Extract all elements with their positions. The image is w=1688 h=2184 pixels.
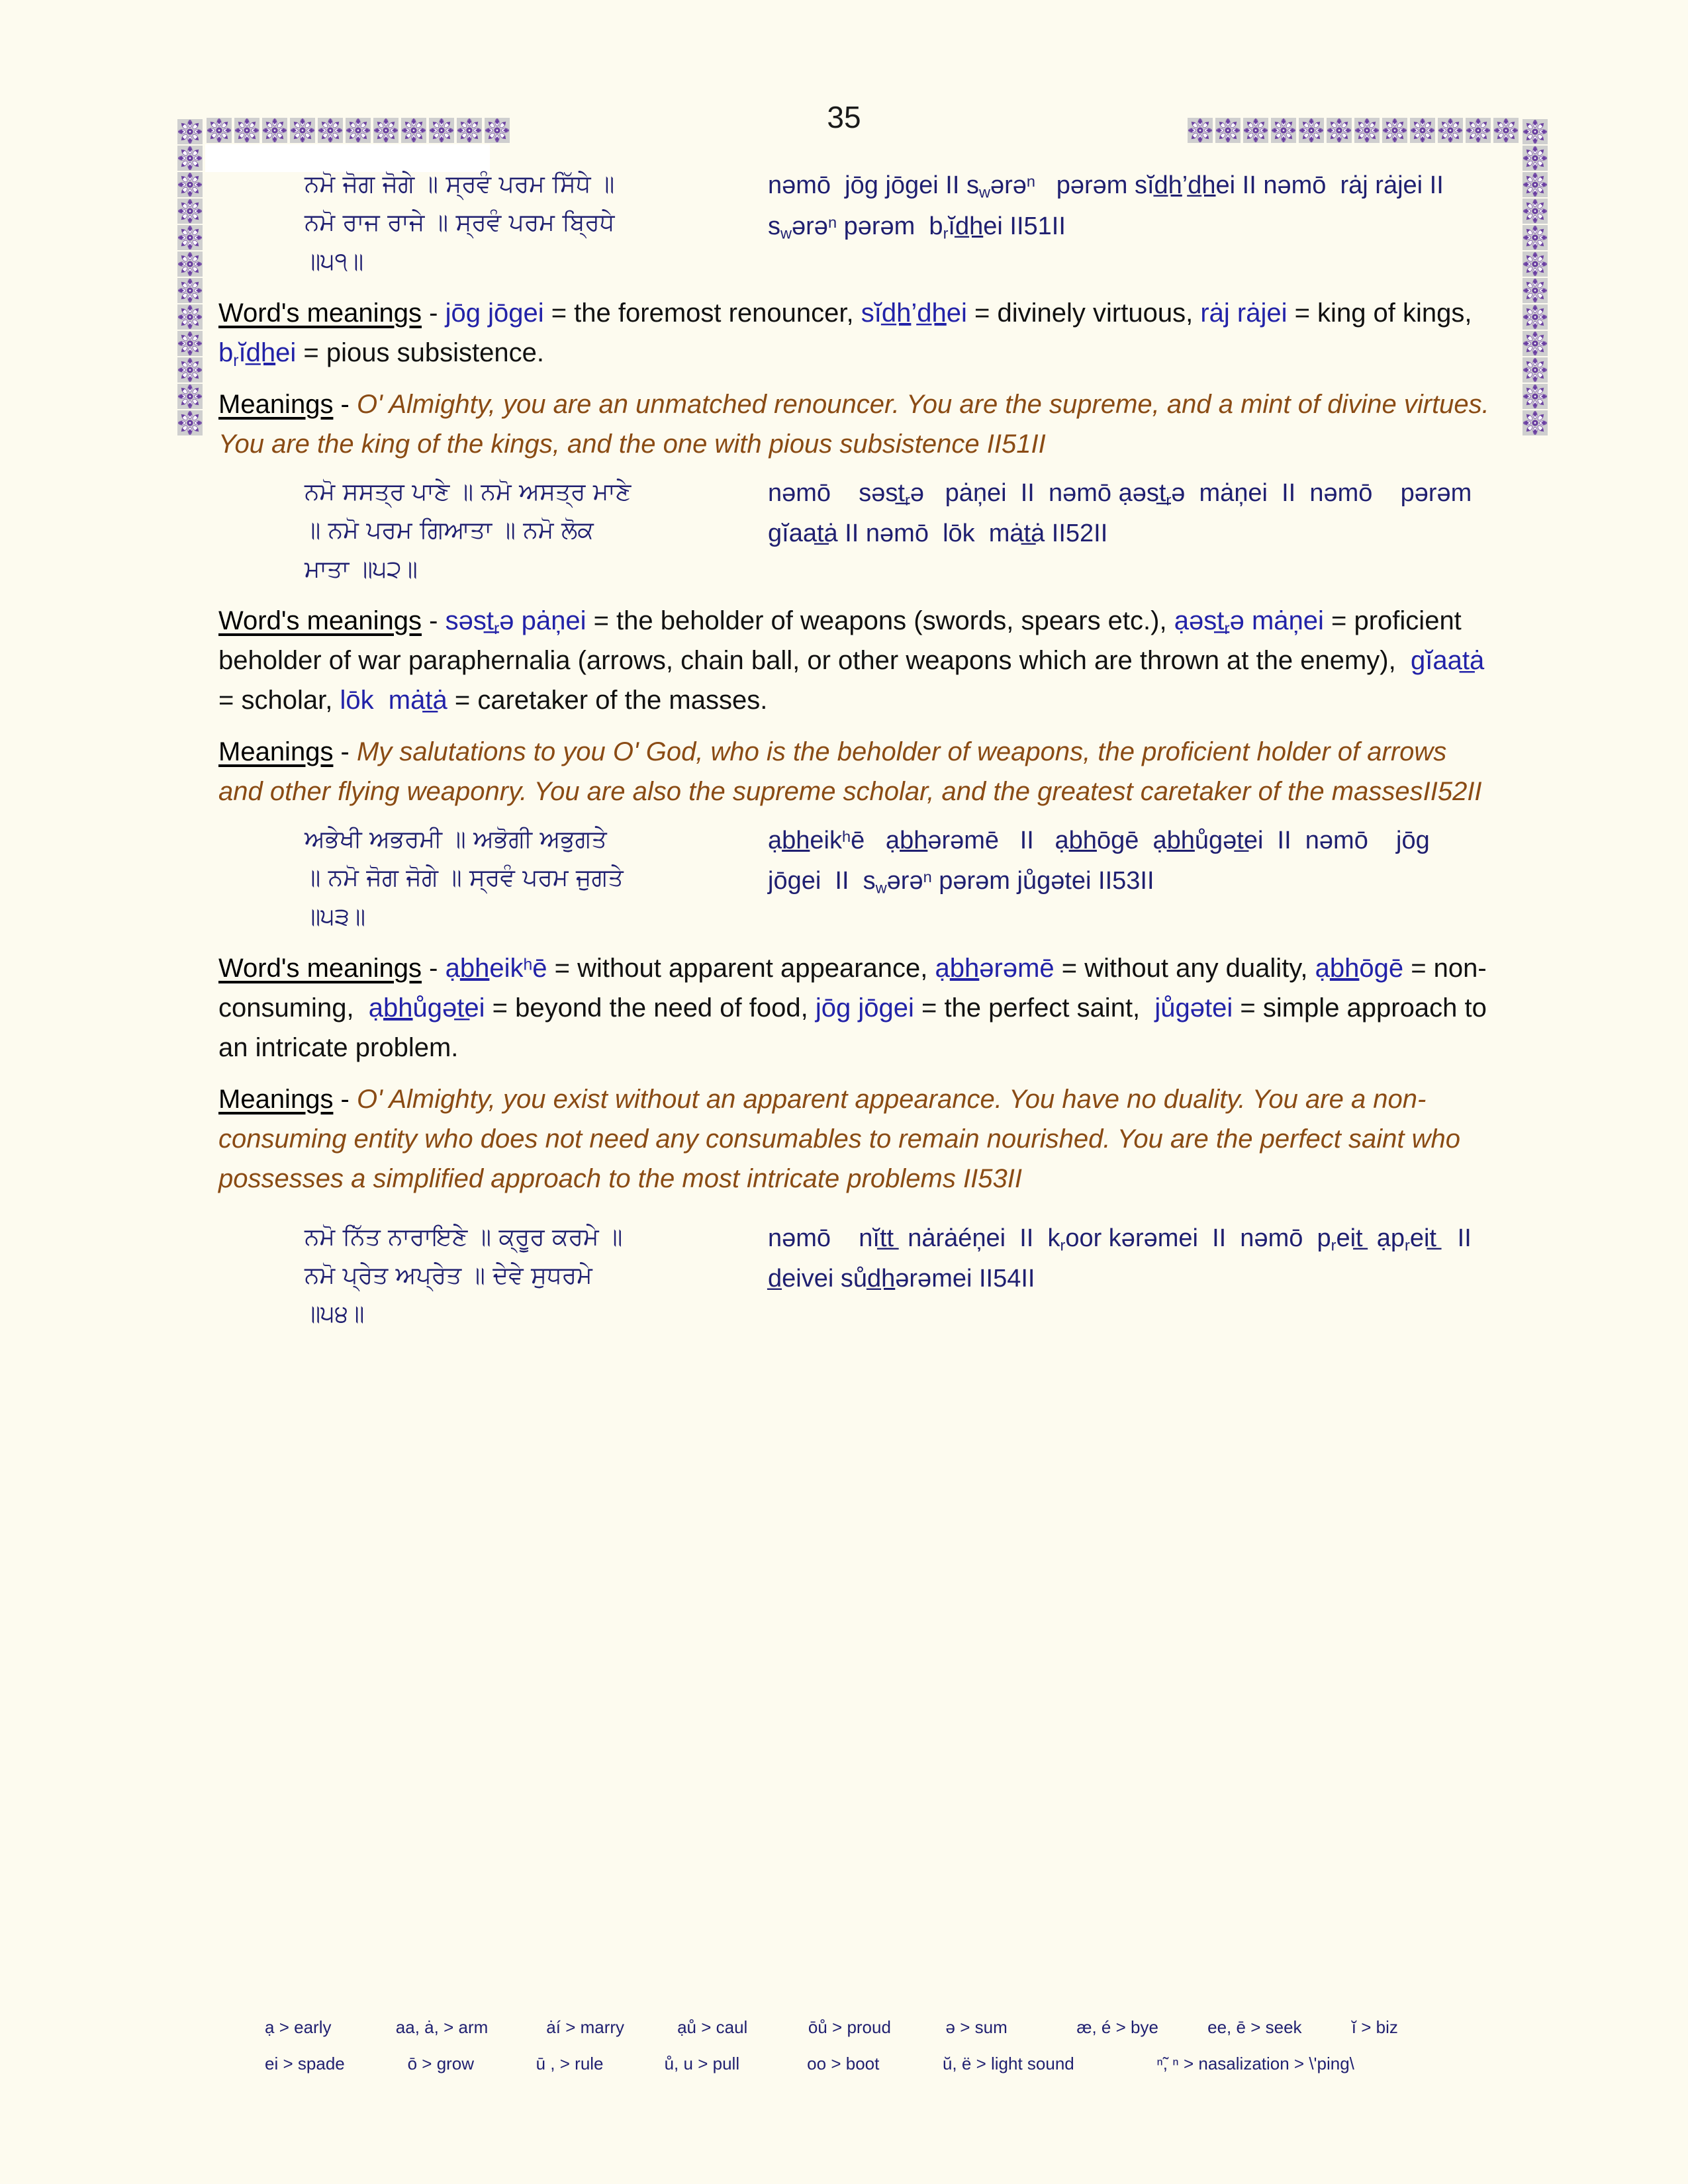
words-meanings-label: Word's meanings xyxy=(218,606,422,635)
border-motif-icon xyxy=(1523,384,1548,409)
meanings-text: O' Almighty, you exist without an apparent appearance. You have no duality. You are a non-consuming entity who does not need any consumables to remain nourished. You are the perfect saint who possesses a simplified approach to the most intricate problems xyxy=(218,1084,1460,1193)
dash: - xyxy=(333,1084,357,1114)
border-motif-icon xyxy=(457,118,482,143)
border-motif-icon xyxy=(177,357,203,383)
key-symbol: oo xyxy=(807,2054,827,2073)
key-separator: > xyxy=(1183,2054,1194,2073)
transliteration-verse-53: ạbheik$^h$ē ạbhərəmē II ạbhōgē ạbhůgət̲ei II nəmō jōg jōgei II $s_wərə^n$ pərəm jůgətei II53II xyxy=(768,826,1437,897)
border-motif-icon xyxy=(290,118,315,143)
border-motif-icon xyxy=(177,278,203,303)
pronunciation-key-item xyxy=(408,2054,536,2074)
key-symbol: æ, é xyxy=(1076,2017,1111,2037)
border-motif-icon xyxy=(1299,118,1324,143)
meanings-53 xyxy=(218,1079,1496,1199)
border-motif-icon xyxy=(1188,118,1213,143)
page-number: 35 xyxy=(827,100,861,134)
meanings-52 xyxy=(218,732,1496,811)
gurmukhi-line: ॥੫੪॥ xyxy=(305,1300,365,1328)
key-separator: > xyxy=(1361,2017,1372,2037)
border-motif-icon xyxy=(1523,251,1548,277)
border-motif-icon xyxy=(1523,410,1548,435)
key-symbol: ee, ē xyxy=(1207,2017,1246,2037)
gurmukhi-line: ਨਮੋ ਪ੍ਰੇਤ ਅਪ੍ਰੇਤ ॥ ਦੇਵੇ ਸੁਧਰਮੇ xyxy=(305,1262,592,1290)
words-meanings-label: Word's meanings xyxy=(218,298,422,328)
border-motif-icon xyxy=(1382,118,1407,143)
border-motif-icon xyxy=(177,251,203,277)
meanings-text: O' Almighty, you are an unmatched renouncer. You are the supreme, and a mint of divine virtues. You are the king of the kings, and the one with pious subsistence xyxy=(218,389,1489,459)
border-motif-icon xyxy=(1215,118,1241,143)
key-gloss: marry xyxy=(580,2017,625,2037)
border-motif-icon xyxy=(1523,357,1548,383)
border-right-outer xyxy=(1523,118,1548,437)
border-motif-icon xyxy=(234,118,259,143)
border-motif-icon xyxy=(1523,146,1548,171)
dash: - xyxy=(422,298,445,328)
translit-term: jōg jōgei xyxy=(445,298,544,328)
pronunciation-key-item xyxy=(546,2017,677,2038)
dash: - xyxy=(422,606,445,635)
border-motif-icon xyxy=(177,172,203,197)
key-symbol: ū , xyxy=(536,2054,555,2073)
meanings-verse-number: II52II xyxy=(1423,776,1482,806)
pronunciation-key-row-2 xyxy=(265,2054,1456,2074)
verse-block-51 xyxy=(218,165,1496,281)
dash: - xyxy=(422,953,445,983)
key-gloss: spade xyxy=(297,2054,345,2073)
border-motif-icon xyxy=(1438,118,1463,143)
key-symbol: aa, ȧ, xyxy=(395,2017,439,2037)
pronunciation-key-item xyxy=(808,2017,946,2038)
key-gloss: grow xyxy=(436,2054,475,2073)
key-symbol: ə xyxy=(945,2017,956,2037)
border-motif-icon xyxy=(262,118,287,143)
key-separator: > xyxy=(832,2017,843,2037)
key-separator: > xyxy=(701,2017,712,2037)
border-motif-icon xyxy=(318,118,343,143)
verse-block-52 xyxy=(218,473,1496,589)
key-gloss: pull xyxy=(712,2054,740,2073)
key-separator: > xyxy=(565,2017,576,2037)
key-symbol: ōů xyxy=(808,2017,827,2037)
border-motif-icon xyxy=(177,199,203,224)
key-gloss: rule xyxy=(575,2054,604,2073)
key-separator: > xyxy=(559,2054,570,2073)
key-symbol: ĭ xyxy=(1351,2017,1356,2037)
border-motif-icon xyxy=(1493,118,1519,143)
translit-term: rȧj rȧjei xyxy=(1200,298,1288,328)
pronunciation-key-item xyxy=(943,2054,1156,2074)
key-symbol: ȧí xyxy=(546,2017,561,2037)
border-motif-icon xyxy=(1523,278,1548,303)
border-motif-icon xyxy=(177,225,203,250)
gurmukhi-line: ॥ ਨਮੋ ਪਰਮ ਗਿਆਤਾ ॥ ਨਮੋ ਲੋਕ xyxy=(305,517,594,545)
translit-term: $ạəst̲_rə$ mȧņei xyxy=(1174,606,1324,638)
gurmukhi-line: ॥੫੩॥ xyxy=(305,903,366,931)
translit-term: gĭaat̲ȧ xyxy=(1403,645,1485,675)
verse-block-53 xyxy=(218,821,1496,936)
meanings-label: Meanings xyxy=(218,389,334,419)
gurmukhi-verse-53 xyxy=(218,821,748,936)
pronunciation-key-item xyxy=(946,2017,1077,2038)
key-gloss: early xyxy=(294,2017,332,2037)
meanings-51 xyxy=(218,385,1496,464)
pronunciation-key xyxy=(265,2017,1456,2090)
meanings-label: Meanings xyxy=(218,737,334,766)
gurmukhi-line: ਨਮੋ ਰਾਜ ਰਾਜੇ ॥ ਸ੍ਰਵੰ ਪਰਮ ਬ੍ਰਿਧੇ xyxy=(305,209,615,237)
border-motif-icon xyxy=(401,118,426,143)
key-gloss: arm xyxy=(458,2017,489,2037)
translit-term: ạbheik$^h$ē xyxy=(445,953,547,983)
words-meanings-label: Word's meanings xyxy=(218,953,422,983)
border-motif-icon xyxy=(177,304,203,330)
border-motif-icon xyxy=(1523,199,1548,224)
border-motif-icon xyxy=(1523,172,1548,197)
gurmukhi-line: ਨਮੋ ਨਿੱਤ ਨਾਰਾਇਣੇ ॥ ਕ੍ਰੂਰ ਕਰਮੇ ॥ xyxy=(305,1223,623,1251)
key-gloss: sum xyxy=(974,2017,1008,2037)
transliteration-verse-52: nəmō $səst̲_rə$ pȧņei II nəmō $ạəst̲_rə$ mȧņei II nəmō pərəm gĭaat̲ȧ II nəmō lōk mȧt̲ȧ II52II xyxy=(768,478,1472,548)
key-gloss: proud xyxy=(847,2017,891,2037)
pronunciation-key-item xyxy=(1352,2017,1456,2038)
key-symbol: ạů xyxy=(677,2017,696,2037)
gurmukhi-line: ਅਭੇਖੀ ਅਭਰਮੀ ॥ ਅਭੋਗੀ ਅਭੁਗਤੇ xyxy=(305,825,607,853)
border-motif-icon xyxy=(1523,119,1548,144)
gurmukhi-line: ॥੫੧॥ xyxy=(305,248,364,275)
pronunciation-key-item xyxy=(677,2017,808,2038)
border-motif-icon xyxy=(1523,225,1548,250)
key-symbol: ei xyxy=(265,2054,279,2073)
border-motif-icon xyxy=(346,118,371,143)
gurmukhi-verse-51 xyxy=(218,165,748,281)
key-separator: > xyxy=(279,2017,289,2037)
pronunciation-key-item xyxy=(265,2017,396,2038)
gurmukhi-verse-54 xyxy=(218,1218,748,1334)
key-gloss: boot xyxy=(845,2054,880,2073)
key-gloss: bye xyxy=(1131,2017,1158,2037)
key-symbol: ⁿ̃, ⁿ xyxy=(1156,2054,1179,2073)
words-meanings-53: Word's meanings - ạbheik$^h$ē = without apparent appearance, ạbhərəmē = without any duality, ạbhōgē = non-consuming, ạbhůgət̲ei = beyond the need of food, jōg jōgei = the perfect saint, jůgətei = simple approach to an intricate problem. xyxy=(218,953,1487,1062)
key-separator: > xyxy=(283,2054,293,2073)
translit-term: sĭd̲h’d̲hei xyxy=(861,298,967,328)
border-motif-icon xyxy=(1410,118,1435,143)
pronunciation-key-item xyxy=(536,2054,665,2074)
translit-term: ạbhůgət̲ei xyxy=(361,993,485,1023)
verse-block-54 xyxy=(218,1218,1496,1334)
border-motif-icon xyxy=(1523,331,1548,356)
border-motif-icon xyxy=(373,118,399,143)
gurmukhi-line: ਨਮੋ ਸਸਤ੍ਰ ਪਾਣੇ ॥ ਨਮੋ ਅਸਤ੍ਰ ਮਾਣੇ xyxy=(305,478,632,506)
meanings-text: My salutations to you O' God, who is the beholder of weapons, the proficient holder of arrows and other flying weaponry. You are also the supreme scholar, and the greatest caretaker of the masses xyxy=(218,737,1447,806)
gurmukhi-line: ਨਮੋ ਜੋਗ ਜੋਗੇ ॥ ਸ੍ਰਵੰ ਪਰਮ ਸਿੱਧੇ ॥ xyxy=(305,171,615,198)
key-separator: > xyxy=(444,2017,454,2037)
pronunciation-key-item xyxy=(396,2017,546,2038)
words-meanings-52: Word's meanings - $səst̲_rə$ pȧņei = the beholder of weapons (swords, spears etc.), $ạəst̲_rə$ mȧņei = proficient beholder of war paraphernalia (arrows, chain ball, or other weapons which are thrown at the enemy), gĭaat̲ȧ = scholar, lōk mȧt̲ȧ = caretaker of the masses. xyxy=(218,606,1485,715)
key-separator: > xyxy=(1250,2017,1261,2037)
gurmukhi-line: ॥ ਨਮੋ ਜੋਗ ਜੋਗੇ ॥ ਸ੍ਰਵੰ ਪਰਮ ਜੁਗਤੇ xyxy=(305,864,624,892)
gurmukhi-line: ਮਾਤਾ ॥੫੨॥ xyxy=(305,555,418,583)
border-motif-icon xyxy=(429,118,454,143)
dash: - xyxy=(333,389,357,419)
pronunciation-key-row-1 xyxy=(265,2017,1456,2038)
key-symbol: ō xyxy=(407,2054,418,2073)
border-top-right xyxy=(1186,118,1520,143)
pronunciation-key-item xyxy=(1207,2017,1352,2038)
gurmukhi-verse-52 xyxy=(218,473,748,589)
key-symbol: ạ xyxy=(265,2017,275,2037)
translit-term: $səst̲_rə$ pȧņei xyxy=(445,606,586,638)
pronunciation-key-item xyxy=(1156,2054,1456,2074)
pronunciation-key-item xyxy=(265,2054,408,2074)
border-motif-icon xyxy=(207,118,232,143)
translit-term: ạbhərəmē xyxy=(935,953,1055,983)
border-motif-icon xyxy=(1327,118,1352,143)
key-separator: > xyxy=(976,2054,986,2073)
meanings-label: Meanings xyxy=(218,1084,334,1114)
border-motif-icon xyxy=(177,119,203,144)
key-gloss: caul xyxy=(716,2017,748,2037)
border-motif-icon xyxy=(1354,118,1380,143)
translit-term: $b_rĭd̲hei$ xyxy=(218,338,297,370)
translit-term: jůgətei xyxy=(1147,993,1233,1023)
meanings-verse-number: II53II xyxy=(962,1163,1022,1193)
border-motif-icon xyxy=(1466,118,1491,143)
key-gloss: light sound xyxy=(990,2054,1074,2073)
pronunciation-key-item xyxy=(807,2054,943,2074)
translit-term: ạbhōgē xyxy=(1315,953,1404,983)
key-separator: > xyxy=(422,2054,432,2073)
pronunciation-key-item xyxy=(1076,2017,1207,2038)
dash: - xyxy=(333,737,357,766)
border-top-left xyxy=(205,118,511,143)
key-symbol: ů, u xyxy=(664,2054,693,2073)
border-motif-icon xyxy=(485,118,510,143)
border-motif-icon xyxy=(177,384,203,409)
border-motif-icon xyxy=(177,410,203,435)
translit-term: jōg jōgei xyxy=(815,993,914,1023)
pronunciation-key-item xyxy=(665,2054,808,2074)
key-separator: > xyxy=(698,2054,708,2073)
key-separator: > xyxy=(960,2017,970,2037)
border-motif-icon xyxy=(1523,304,1548,330)
document-body xyxy=(218,156,1496,1341)
border-left-outer xyxy=(177,118,203,437)
words-meanings-51: Word's meanings - jōg jōgei = the foremost renouncer, sĭd̲h’d̲hei = divinely virtuous, rȧj rȧjei = king of kings, $b_rĭd̲hei$ = pious subsistence. xyxy=(218,298,1472,370)
transliteration-verse-51: nəmō jōg jōgei II $s_wərə^n$ pərəm sĭd̲h’d̲hei II nəmō rȧj rȧjei II $s_wərə^n$ pərəm $b_rĭd̲hei$ II51II xyxy=(768,171,1444,242)
border-motif-icon xyxy=(1243,118,1268,143)
key-gloss: seek xyxy=(1265,2017,1302,2037)
key-symbol: ŭ, ë xyxy=(942,2054,972,2073)
meanings-verse-number: II51II xyxy=(986,429,1046,459)
border-motif-icon xyxy=(177,331,203,356)
key-gloss: biz xyxy=(1376,2017,1398,2037)
border-motif-icon xyxy=(177,146,203,171)
transliteration-verse-54: nəmō nĭt̲t̲ nȧrȧéņei II $k_roor$ kərəmei II nəmō $p_reit̲$ ạp$_r$eit̲ II d̲eivei sůd̲hərəmei II54II xyxy=(768,1224,1472,1293)
border-motif-icon xyxy=(1271,118,1296,143)
translit-term: lōk mȧt̲ȧ xyxy=(340,685,447,715)
key-gloss: nasalization > \'ping\ xyxy=(1198,2054,1354,2073)
key-separator: > xyxy=(831,2054,841,2073)
key-separator: > xyxy=(1115,2017,1126,2037)
